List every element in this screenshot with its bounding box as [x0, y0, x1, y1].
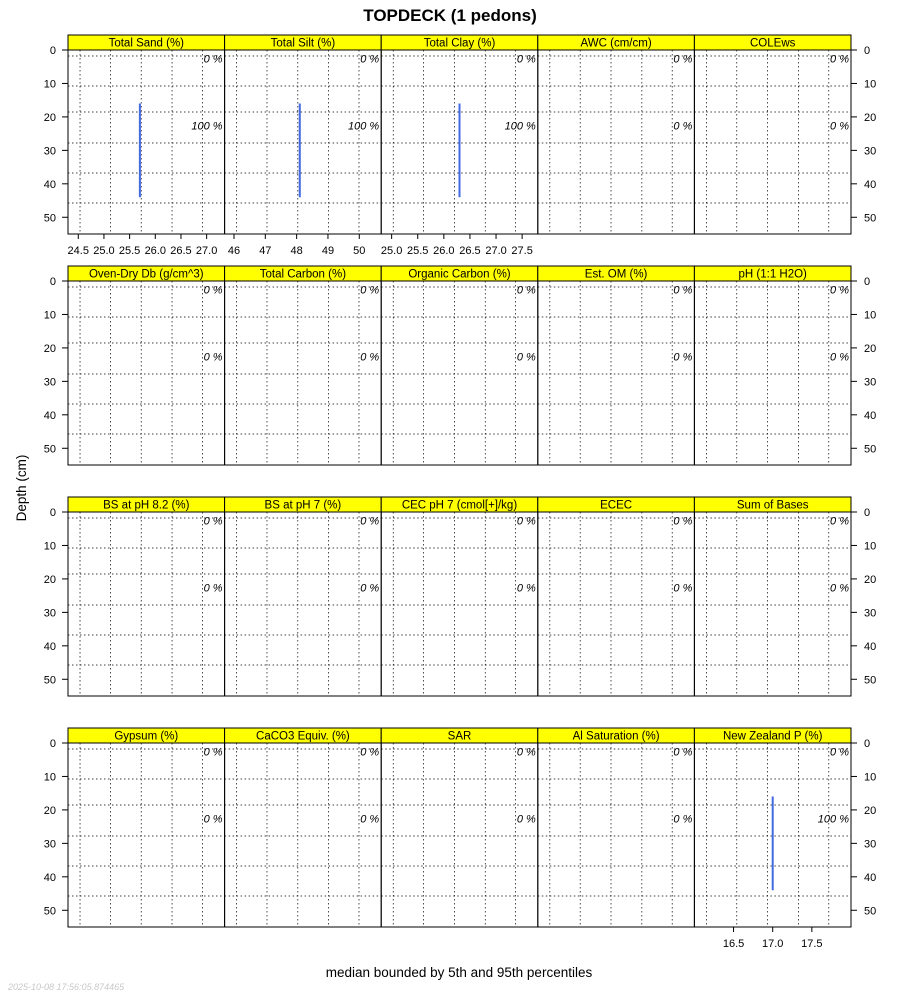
panel-17-frame — [225, 743, 382, 927]
row-2-y-tick-label-left-30: 30 — [43, 376, 56, 389]
row-2-y-tick-label-left-40: 40 — [43, 409, 56, 422]
row-1-y-tick-label-left-20: 20 — [43, 111, 56, 124]
panel-19-pct-lower: 0 % — [673, 813, 693, 826]
panel-1-x-tick-label-2: 25.5 — [118, 245, 141, 257]
panel-9-frame — [538, 281, 695, 465]
row-1-y-tick-label-right-20: 20 — [864, 111, 877, 124]
panel-18-strip-label: SAR — [447, 730, 472, 743]
row-1-y-tick-label-left-0: 0 — [49, 45, 56, 57]
panel-10-pct-upper: 0 % — [830, 284, 849, 297]
panel-2-frame — [225, 50, 382, 234]
panel-15-frame — [694, 512, 851, 696]
panel-18-pct-lower: 0 % — [516, 813, 536, 826]
panel-6-pct-upper: 0 % — [203, 284, 223, 297]
panel-17-pct-upper: 0 % — [360, 746, 380, 759]
panel-3-x-tick-label-2: 26.0 — [433, 245, 455, 257]
panel-18-frame — [381, 743, 538, 927]
panel-16-strip-label: Gypsum (%) — [114, 730, 179, 743]
x-axis-label: median bounded by 5th and 95th percentiles — [325, 965, 593, 980]
row-4-y-tick-label-left-10: 10 — [43, 771, 56, 784]
panel-1-x-tick-label-0: 24.5 — [67, 245, 89, 257]
chart-title: TOPDECK (1 pedons) — [363, 6, 537, 25]
panel-11-frame — [68, 512, 225, 696]
row-2-y-tick-label-right-30: 30 — [864, 376, 877, 389]
panel-13-strip-label: CEC pH 7 (cmol[+]/kg) — [401, 499, 518, 512]
panel-19-strip-label: Al Saturation (%) — [572, 730, 660, 743]
panel-17-strip-label: CaCO3 Equiv. (%) — [256, 730, 350, 743]
panel-13-pct-lower: 0 % — [516, 582, 536, 595]
panel-20-pct-lower: 100 % — [817, 813, 849, 826]
panel-9-pct-lower: 0 % — [673, 351, 693, 364]
panel-3-x-tick-label-0: 25.0 — [380, 245, 403, 257]
panel-13-frame — [381, 512, 538, 696]
panel-14-pct-lower: 0 % — [673, 582, 693, 595]
row-4-y-tick-label-left-40: 40 — [43, 871, 56, 884]
panel-1-x-tick-label-3: 26.0 — [144, 245, 166, 257]
row-2-y-tick-label-left-10: 10 — [43, 309, 56, 322]
row-2-y-tick-label-right-20: 20 — [864, 342, 877, 355]
panel-12-pct-upper: 0 % — [360, 515, 380, 528]
panel-16-pct-lower: 0 % — [203, 813, 223, 826]
timestamp: 2025-10-08 17:56:05.874465 — [8, 982, 125, 992]
panel-14-pct-upper: 0 % — [673, 515, 693, 528]
panel-2-pct-lower: 100 % — [347, 120, 380, 133]
panel-20-x-tick-label-1: 17.0 — [761, 938, 784, 950]
row-3-y-tick-label-left-10: 10 — [43, 540, 56, 553]
panel-3-x-tick-label-4: 27.0 — [485, 245, 507, 257]
panel-8-strip-label: Organic Carbon (%) — [408, 268, 511, 281]
row-1-y-tick-label-left-40: 40 — [43, 178, 56, 191]
panel-7-strip-label: Total Carbon (%) — [259, 268, 347, 281]
row-2-y-tick-label-left-50: 50 — [43, 443, 56, 456]
panel-2-x-tick-label-0: 46 — [227, 245, 241, 257]
panel-12-strip-label: BS at pH 7 (%) — [264, 499, 342, 512]
panel-12-frame — [225, 512, 382, 696]
panel-15-pct-upper: 0 % — [830, 515, 849, 528]
panel-6-strip-label: Oven-Dry Db (g/cm^3) — [88, 268, 204, 281]
panel-18-pct-upper: 0 % — [516, 746, 536, 759]
row-1-y-tick-label-right-0: 0 — [864, 45, 871, 57]
panel-4-strip-label: AWC (cm/cm) — [580, 37, 652, 50]
panel-10-pct-lower: 0 % — [830, 351, 849, 364]
panel-4-frame — [538, 50, 695, 234]
panel-3-x-tick-label-1: 25.5 — [407, 245, 429, 257]
row-3-y-tick-label-right-0: 0 — [864, 507, 871, 519]
panel-11-strip-label: BS at pH 8.2 (%) — [103, 499, 190, 512]
row-2-y-tick-label-right-40: 40 — [864, 409, 877, 422]
panel-1-x-tick-label-5: 27.0 — [195, 245, 218, 257]
panel-1-x-tick-label-4: 26.5 — [170, 245, 192, 257]
panel-20-strip-label: New Zealand P (%) — [722, 730, 823, 743]
panel-7-frame — [225, 281, 382, 465]
panel-2-x-tick-label-4: 50 — [353, 245, 366, 257]
row-2-y-tick-label-right-10: 10 — [864, 309, 877, 322]
panel-14-frame — [538, 512, 695, 696]
row-3-y-tick-label-right-20: 20 — [864, 573, 877, 586]
row-3-y-tick-label-right-30: 30 — [864, 607, 877, 620]
panel-8-frame — [381, 281, 538, 465]
panel-3-pct-lower: 100 % — [504, 120, 536, 133]
row-4-y-tick-label-right-20: 20 — [864, 804, 877, 817]
row-4-y-tick-label-left-0: 0 — [49, 738, 56, 750]
panel-8-pct-upper: 0 % — [516, 284, 536, 297]
row-3-y-tick-label-left-40: 40 — [43, 640, 56, 653]
row-3-y-tick-label-left-30: 30 — [43, 607, 56, 620]
row-4-y-tick-label-right-10: 10 — [864, 771, 877, 784]
panel-15-pct-lower: 0 % — [830, 582, 849, 595]
panel-19-pct-upper: 0 % — [673, 746, 693, 759]
row-4-y-tick-label-left-30: 30 — [43, 838, 56, 851]
row-3-y-tick-label-left-0: 0 — [49, 507, 56, 519]
panel-2-x-tick-label-2: 48 — [290, 245, 303, 257]
panel-2-x-tick-label-3: 49 — [321, 245, 335, 257]
panel-11-pct-lower: 0 % — [203, 582, 223, 595]
row-1-y-tick-label-right-40: 40 — [864, 178, 877, 191]
row-4-y-tick-label-left-50: 50 — [43, 905, 56, 918]
panel-6-pct-lower: 0 % — [203, 351, 223, 364]
panel-19-frame — [538, 743, 695, 927]
panel-20-x-tick-label-2: 17.5 — [801, 938, 823, 950]
row-1-y-tick-label-right-30: 30 — [864, 145, 877, 158]
panel-1-frame — [68, 50, 225, 234]
row-4-y-tick-label-right-0: 0 — [864, 738, 871, 750]
panel-7-pct-lower: 0 % — [360, 351, 380, 364]
panel-1-x-tick-label-1: 25.0 — [93, 245, 115, 257]
panel-5-frame — [694, 50, 851, 234]
row-1-y-tick-label-left-30: 30 — [43, 145, 56, 158]
panel-20-x-tick-label-0: 16.5 — [722, 938, 745, 950]
row-4-y-tick-label-left-20: 20 — [43, 804, 56, 817]
panel-14-strip-label: ECEC — [600, 499, 633, 512]
row-3-y-tick-label-right-40: 40 — [864, 640, 877, 653]
panel-8-pct-lower: 0 % — [516, 351, 536, 364]
row-1-y-tick-label-left-10: 10 — [43, 78, 56, 91]
panel-3-x-tick-label-3: 26.5 — [459, 245, 481, 257]
panel-3-strip-label: Total Clay (%) — [423, 37, 496, 50]
panel-6-frame — [68, 281, 225, 465]
panel-5-pct-lower: 0 % — [830, 120, 849, 133]
row-2-y-tick-label-right-50: 50 — [864, 443, 877, 456]
panel-1-strip-label: Total Sand (%) — [108, 37, 185, 50]
row-4-y-tick-label-right-40: 40 — [864, 871, 877, 884]
row-4-y-tick-label-right-30: 30 — [864, 838, 877, 851]
row-2-y-tick-label-right-0: 0 — [864, 276, 871, 288]
row-3-y-tick-label-right-10: 10 — [864, 540, 877, 553]
row-3-y-tick-label-left-50: 50 — [43, 674, 56, 687]
panel-3-pct-upper: 0 % — [516, 53, 536, 66]
panel-13-pct-upper: 0 % — [516, 515, 536, 528]
panel-1-pct-upper: 0 % — [203, 53, 223, 66]
panel-17-pct-lower: 0 % — [360, 813, 380, 826]
panel-2-pct-upper: 0 % — [360, 53, 380, 66]
panel-9-pct-upper: 0 % — [673, 284, 693, 297]
panels-layer — [44, 35, 877, 950]
row-3-y-tick-label-left-20: 20 — [43, 573, 56, 586]
panel-16-frame — [68, 743, 225, 927]
row-1-y-tick-label-right-10: 10 — [864, 78, 877, 91]
panel-5-pct-upper: 0 % — [830, 53, 849, 66]
panel-1-pct-lower: 100 % — [191, 120, 223, 133]
panel-15-strip-label: Sum of Bases — [736, 499, 809, 512]
panel-3-x-tick-label-5: 27.5 — [511, 245, 533, 257]
row-1-y-tick-label-right-50: 50 — [864, 212, 877, 225]
row-2-y-tick-label-left-20: 20 — [43, 342, 56, 355]
panel-7-pct-upper: 0 % — [360, 284, 380, 297]
row-4-y-tick-label-right-50: 50 — [864, 905, 877, 918]
panel-12-pct-lower: 0 % — [360, 582, 380, 595]
row-2-y-tick-label-left-0: 0 — [49, 276, 56, 288]
row-1-y-tick-label-left-50: 50 — [43, 212, 56, 225]
panel-16-pct-upper: 0 % — [203, 746, 223, 759]
row-3-y-tick-label-right-50: 50 — [864, 674, 877, 687]
panel-2-strip-label: Total Silt (%) — [270, 37, 336, 50]
panel-5-strip-label: COLEws — [750, 37, 796, 50]
panel-2-x-tick-label-1: 47 — [259, 245, 272, 257]
panel-11-pct-upper: 0 % — [203, 515, 223, 528]
panel-10-strip-label: pH (1:1 H2O) — [738, 268, 807, 281]
panel-20-pct-upper: 0 % — [830, 746, 849, 759]
panel-9-strip-label: Est. OM (%) — [584, 268, 648, 281]
y-axis-label: Depth (cm) — [14, 454, 29, 522]
panel-4-pct-lower: 0 % — [673, 120, 693, 133]
panel-4-pct-upper: 0 % — [673, 53, 693, 66]
panel-10-frame — [694, 281, 851, 465]
